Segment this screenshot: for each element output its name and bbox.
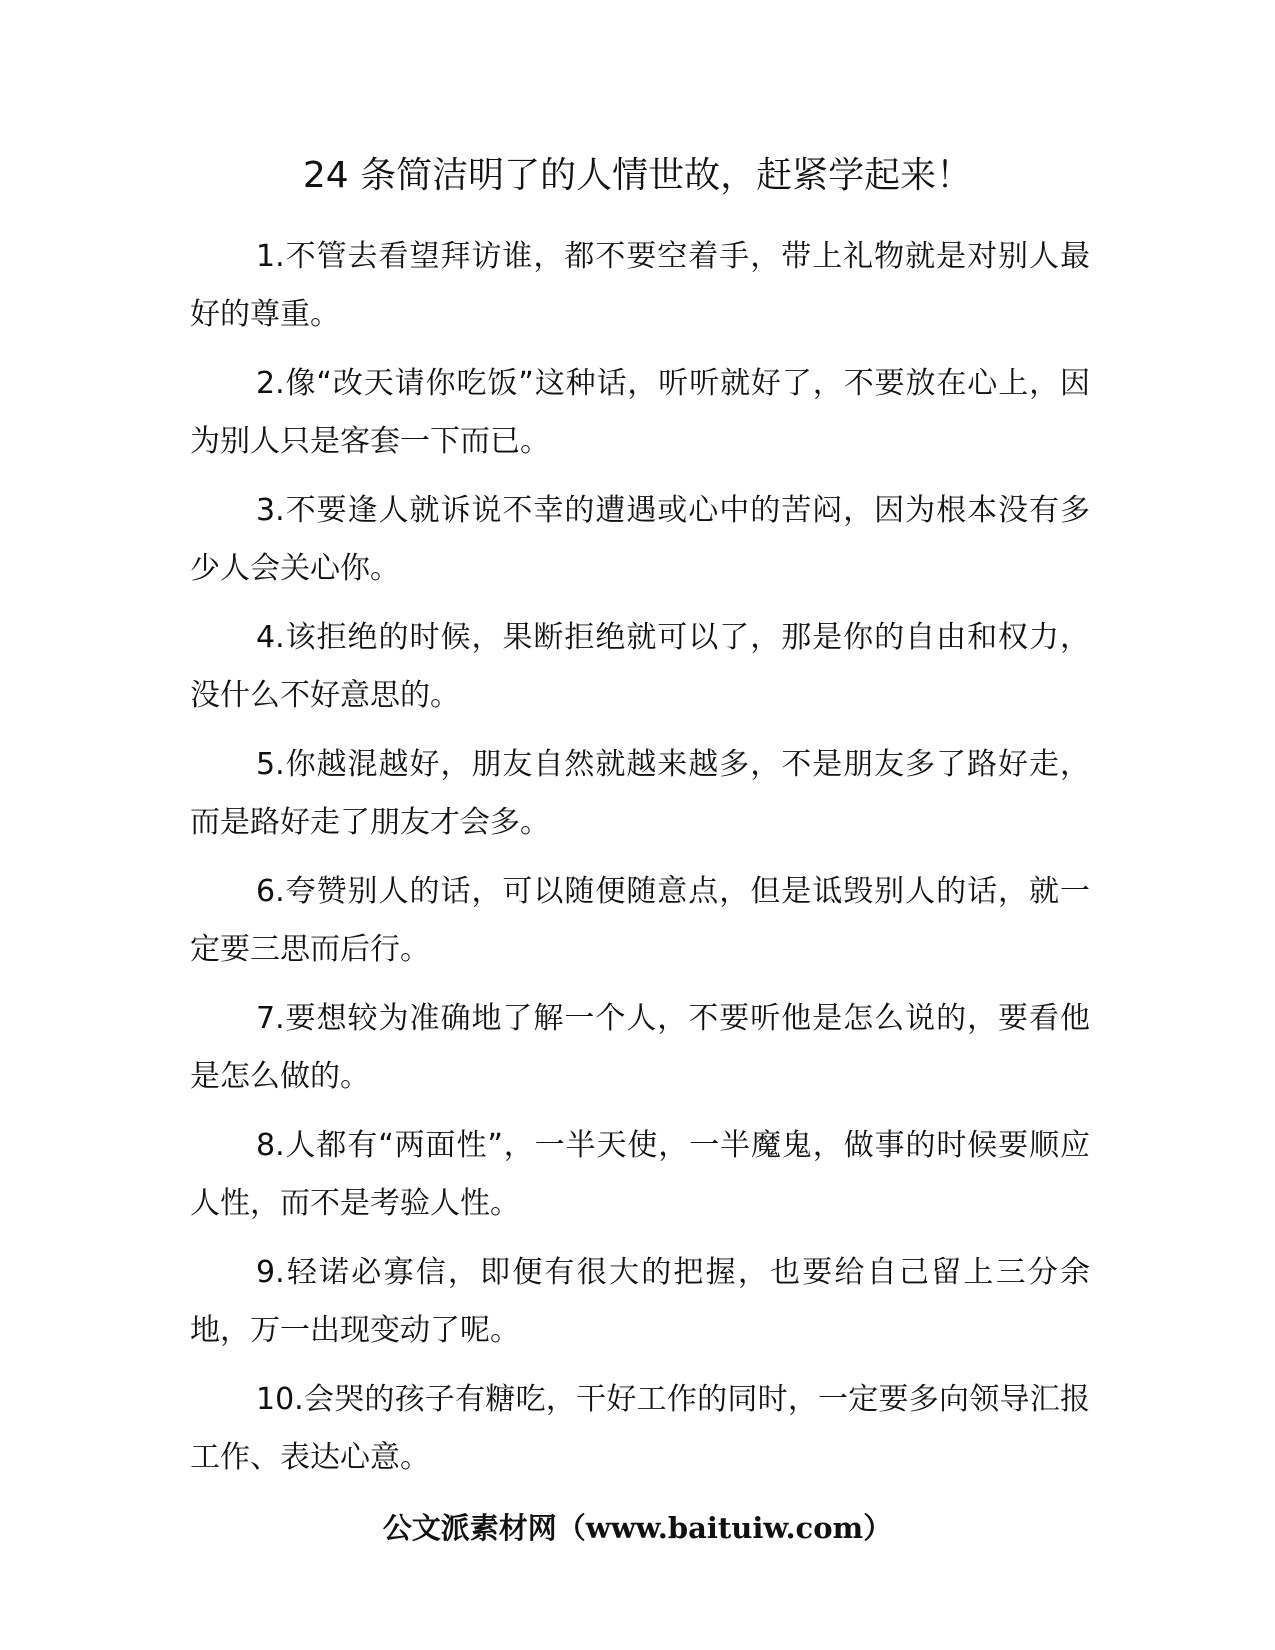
document-title: 24 条简洁明了的人情世故，赶紧学起来！ xyxy=(302,155,973,196)
list-item: 3.不要逢人就诉说不幸的遭遇或心中的苦闷，因为根本没有多少人会关心你。 xyxy=(190,493,1090,586)
list-item: 6.夸赞别人的话，可以随便随意点，但是诋毁别人的话，就一定要三思而后行。 xyxy=(190,874,1090,967)
list-item: 10.会哭的孩子有糖吃，干好工作的同时，一定要多向领导汇报工作、表达心意。 xyxy=(190,1382,1090,1475)
list-item: 8.人都有“两面性”，一半天使，一半魔鬼，做事的时候要顺应人性，而不是考验人性。 xyxy=(190,1128,1090,1221)
list-item: 9.轻诺必寡信，即便有很大的把握，也要给自己留上三分余地，万一出现变动了呢。 xyxy=(190,1255,1090,1348)
list-item: 2.像“改天请你吃饭”这种话，听听就好了，不要放在心上，因为别人只是客套一下而已。 xyxy=(190,366,1090,459)
list-item: 4.该拒绝的时候，果断拒绝就可以了，那是你的自由和权力，没什么不好意思的。 xyxy=(190,620,1090,713)
item-list xyxy=(190,228,1090,1498)
list-item: 1.不管去看望拜访谁，都不要空着手，带上礼物就是对别人最好的尊重。 xyxy=(190,239,1090,332)
list-item: 7.要想较为准确地了解一个人，不要听他是怎么说的，要看他是怎么做的。 xyxy=(190,1001,1090,1094)
footer-watermark: 公文派素材网（www.baituiw.com） xyxy=(382,1511,893,1545)
list-item: 5.你越混越好，朋友自然就越来越多，不是朋友多了路好走，而是路好走了朋友才会多。 xyxy=(190,747,1090,840)
